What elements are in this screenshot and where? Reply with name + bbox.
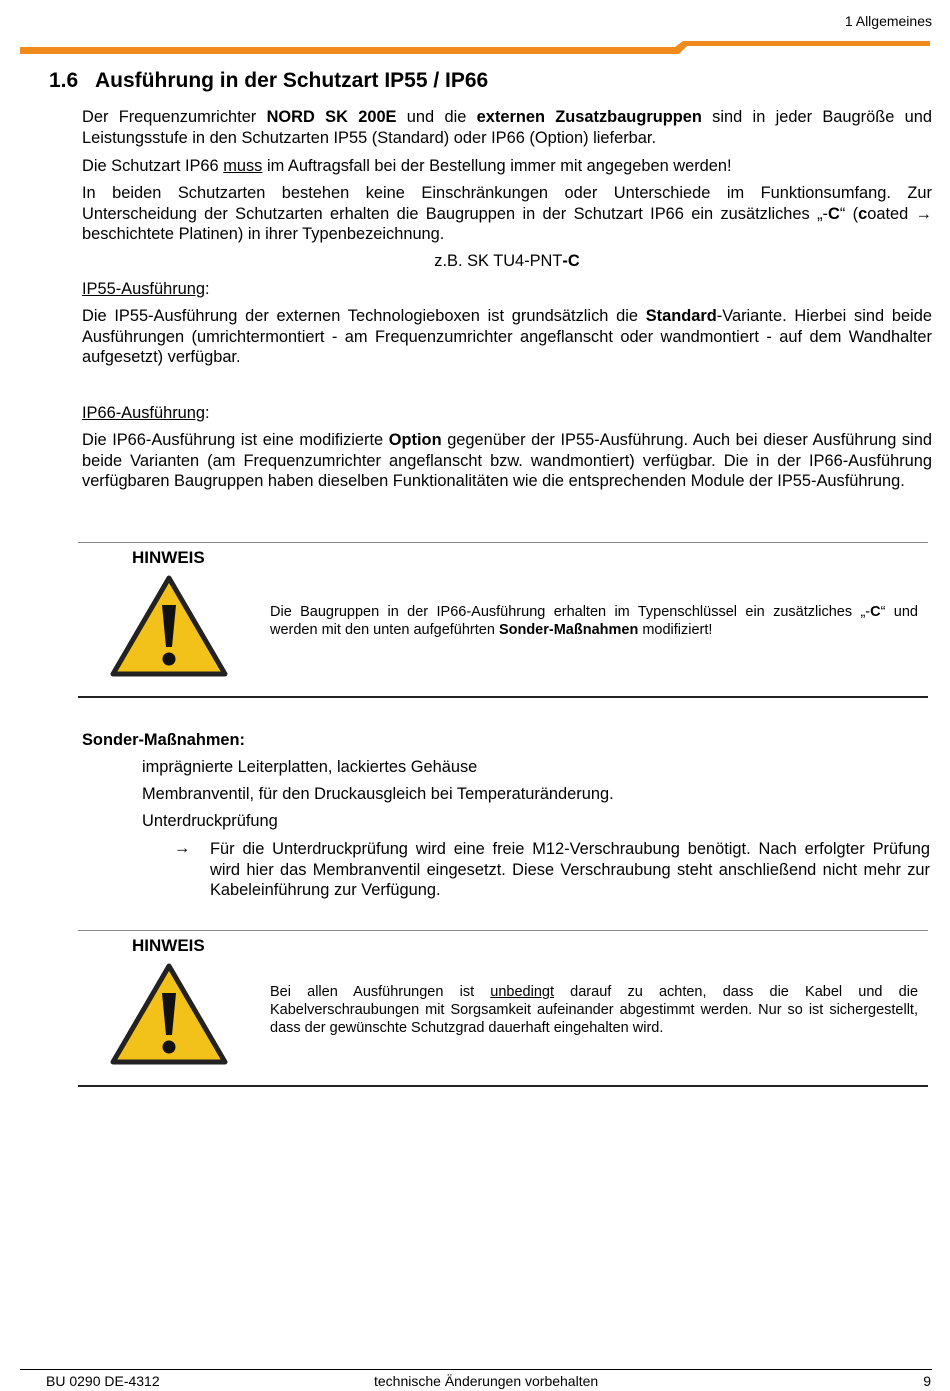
section-title: Ausführung in der Schutzart IP55 / IP66	[95, 69, 489, 92]
special-measure-item: imprägnierte Leiterplatten, lackiertes Gehäuse	[142, 758, 478, 776]
notice1-text: Die Baugruppen in der IP66-Ausführung erhalten im Typenschlüssel ein zusätzliches „-C“ und werden mit den unten aufgeführten Sonder-Maßnahmen modifiziert!	[270, 604, 918, 638]
notice1-title: HINWEIS	[132, 548, 205, 567]
footer-disclaimer: technische Änderungen vorbehalten	[374, 1373, 599, 1389]
warning-triangle-icon	[110, 575, 228, 677]
intro-paragraph-1: Der Frequenzumrichter NORD SK 200E und die externen Zusatzbaugruppen sind in jeder Baugröße und Leistungsstufe in den Schutzarten IP55 (Standard) oder IP66 (Option) lieferbar.	[82, 108, 932, 147]
special-measures-heading: Sonder-Maßnahmen:	[82, 731, 246, 749]
notice2-title: HINWEIS	[132, 936, 205, 955]
pressure-test-note: Für die Unterdruckprüfung wird eine freie M12-Verschraubung benötigt. Nach erfolgter Prüfung wird hier das Membranventil eingesetzt. Diese Verschraubung steht anschließend nicht mehr zur Kabeleinführung zur Verfügung.	[210, 840, 930, 899]
intro-paragraph-2: Die Schutzart IP66 muss im Auftragsfall bei der Bestellung immer mit angegeben werden!	[82, 157, 732, 175]
section-heading	[49, 69, 488, 93]
ip66-heading: IP66-Ausführung:	[82, 404, 210, 422]
accent-bar-shape	[20, 41, 930, 54]
section-number: 1.6	[49, 69, 79, 92]
special-measure-item: Membranventil, für den Druckausgleich bei Temperaturänderung.	[142, 785, 614, 803]
ip55-heading: IP55-Ausführung:	[82, 280, 210, 298]
notice2-top-rule	[78, 930, 928, 931]
chapter-header: 1 Allgemeines	[844, 13, 932, 29]
footer-page-number: 9	[923, 1373, 931, 1389]
header-accent-bar	[20, 41, 930, 55]
ip66-paragraph: Die IP66-Ausführung ist eine modifizierte Option gegenüber der IP55-Ausführung. Auch bei dieser Ausführung sind beide Varianten (am Frequenzumrichter angeflanscht bzw. wandmontiert) verfügbar. Die in der IP66-Ausführung verfügbaren Baugruppen haben dieselben Funktionalitäten wie die entsprechenden Module der IP55-Ausführung.	[82, 431, 932, 490]
footer-doc-id: BU 0290 DE-4312	[46, 1373, 160, 1389]
ip55-paragraph: Die IP55-Ausführung der externen Technologieboxen ist grundsätzlich die Standard-Variante. Hierbei sind beide Ausführungen (umrichtermontiert - am Frequenzumrichter angeflanscht oder wandmontiert - auf dem Wandhalter aufgesetzt) verfügbar.	[82, 307, 932, 366]
footer-rule	[20, 1369, 932, 1370]
special-measure-item: Unterdruckprüfung	[142, 812, 278, 830]
warning-triangle-icon	[110, 963, 228, 1065]
notice2-bottom-rule	[78, 1085, 928, 1087]
intro-paragraph-3: In beiden Schutzarten bestehen keine Einschränkungen oder Unterschiede im Funktionsumfang. Zur Unterscheidung der Schutzarten erhalten die Baugruppen in der Schutzart IP66 ein zusätzliches „-C“ (coated → beschichtete Platinen) in ihrer Typenbezeichnung.	[82, 184, 932, 243]
notice1-top-rule	[78, 542, 928, 543]
notice2-text: Bei allen Ausführungen ist unbedingt darauf zu achten, dass die Kabel und die Kabelverschraubungen mit Sorgsamkeit aufeinander abgestimmt werden. Nur so ist sichergestellt, dass der gewünschte Schutzgrad dauerhaft eingehalten wird.	[270, 984, 919, 1036]
type-example: z.B. SK TU4-PNT-C	[434, 252, 580, 270]
arrow-right-icon: →	[174, 839, 191, 857]
notice1-bottom-rule	[78, 696, 928, 698]
